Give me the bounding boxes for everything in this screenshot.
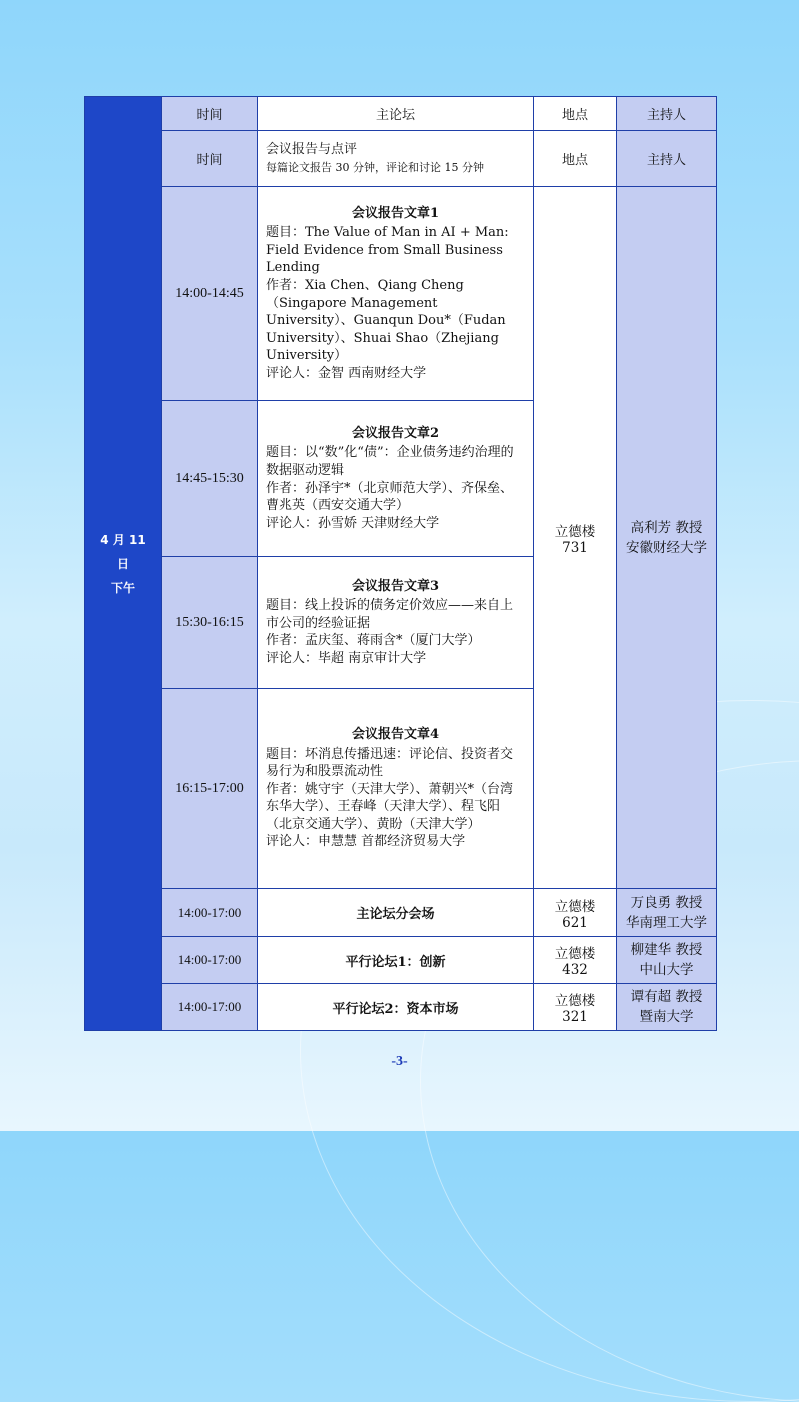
session-location: 立德楼621 <box>534 889 617 937</box>
subheader-row <box>85 131 717 187</box>
header-host: 主持人 <box>617 97 717 131</box>
paper-authors: 作者：孟庆玺、蒋雨含*（厦门大学） <box>266 633 481 649</box>
paper-discussant: 评论人：毕超 南京审计大学 <box>266 650 427 666</box>
session-host-org: 华南理工大学 <box>626 914 707 931</box>
paper-title: 题目：坏消息传播迅速：评论信、投资者交易行为和股票流动性 <box>266 746 514 780</box>
paper-discussant: 评论人：申慧慧 首都经济贸易大学 <box>266 834 466 850</box>
subheader-location: 地点 <box>534 131 617 187</box>
date-cell <box>85 97 162 1031</box>
paper-cell <box>258 187 534 401</box>
subheader-host: 主持人 <box>617 131 717 187</box>
header-location: 地点 <box>534 97 617 131</box>
paper-time: 14:00-14:45 <box>162 187 258 401</box>
paper-cell <box>258 557 534 689</box>
subheader-note: 每篇论文报告 30 分钟，评论和讨论 15 分钟 <box>266 160 484 174</box>
paper-authors: 作者：姚守宇（天津大学）、萧朝兴*（台湾东华大学）、王春峰（天津大学）、程飞阳（北京交通大学）、黄盼（天津大学） <box>266 781 514 832</box>
session-time: 14:00-17:00 <box>162 889 258 937</box>
main-host-name: 高利芳 教授 <box>630 519 703 536</box>
subheader-title-cell <box>258 131 534 187</box>
paper-authors: 作者：Xia Chen、Qiang Cheng（Singapore Management University）、Guanqun Dou*（Fudan University）、Shuai Shao（Zhejiang University） <box>266 277 506 364</box>
paper-time: 16:15-17:00 <box>162 689 258 889</box>
paper-title: 题目：以“数”化“债”：企业债务违约治理的数据驱动逻辑 <box>266 445 514 478</box>
paper-title: 题目：The Value of Man in AI + Man: Field Evidence from Small Business Lending <box>266 225 509 276</box>
paper-cell <box>258 401 534 557</box>
date-period: 下午 <box>110 580 135 595</box>
session-host-name: 柳建华 教授 <box>630 942 703 958</box>
session-host-org: 中山大学 <box>639 962 694 978</box>
paper-cell <box>258 689 534 889</box>
session-row <box>85 984 717 1031</box>
header-forum: 主论坛 <box>258 97 534 131</box>
session-name: 主论坛分会场 <box>258 889 534 937</box>
session-name: 平行论坛2：资本市场 <box>258 984 534 1031</box>
main-location: 立德楼731 <box>534 187 617 889</box>
session-location: 立德楼432 <box>534 937 617 984</box>
paper-time: 15:30-16:15 <box>162 557 258 689</box>
paper-heading: 会议报告文章2 <box>351 425 440 441</box>
session-time: 14:00-17:00 <box>162 984 258 1031</box>
date-line: 4 月 11 日 <box>100 532 146 571</box>
session-host-cell <box>617 937 717 984</box>
paper-heading: 会议报告文章3 <box>351 578 440 594</box>
paper-title: 题目：线上投诉的债务定价效应——来自上市公司的经验证据 <box>266 598 514 631</box>
subheader-time: 时间 <box>162 131 258 187</box>
main-host-org: 安徽财经大学 <box>626 539 707 556</box>
session-row <box>85 889 717 937</box>
header-time: 时间 <box>162 97 258 131</box>
session-host-name: 万良勇 教授 <box>630 894 703 911</box>
session-host-name: 谭有超 教授 <box>630 989 703 1005</box>
paper-authors: 作者：孙泽宇*（北京师范大学）、齐保垒、曹兆英（西安交通大学） <box>266 480 514 514</box>
subheader-title: 会议报告与点评 <box>266 141 358 157</box>
session-host-cell <box>617 889 717 937</box>
session-time: 14:00-17:00 <box>162 937 258 984</box>
paper-row <box>85 187 717 401</box>
paper-heading: 会议报告文章4 <box>351 726 440 742</box>
session-location: 立德楼321 <box>534 984 617 1031</box>
session-host-org: 暨南大学 <box>639 1009 694 1025</box>
paper-discussant: 评论人：金智 西南财经大学 <box>266 365 427 381</box>
main-host-cell <box>617 187 717 889</box>
session-host-cell <box>617 984 717 1031</box>
page-number: -3- <box>391 1054 408 1069</box>
header-row <box>85 97 717 131</box>
paper-discussant: 评论人：孙雪娇 天津财经大学 <box>266 515 440 531</box>
schedule-table <box>84 96 717 1031</box>
paper-heading: 会议报告文章1 <box>351 205 440 221</box>
session-row <box>85 937 717 984</box>
paper-time: 14:45-15:30 <box>162 401 258 557</box>
session-name: 平行论坛1：创新 <box>258 937 534 984</box>
